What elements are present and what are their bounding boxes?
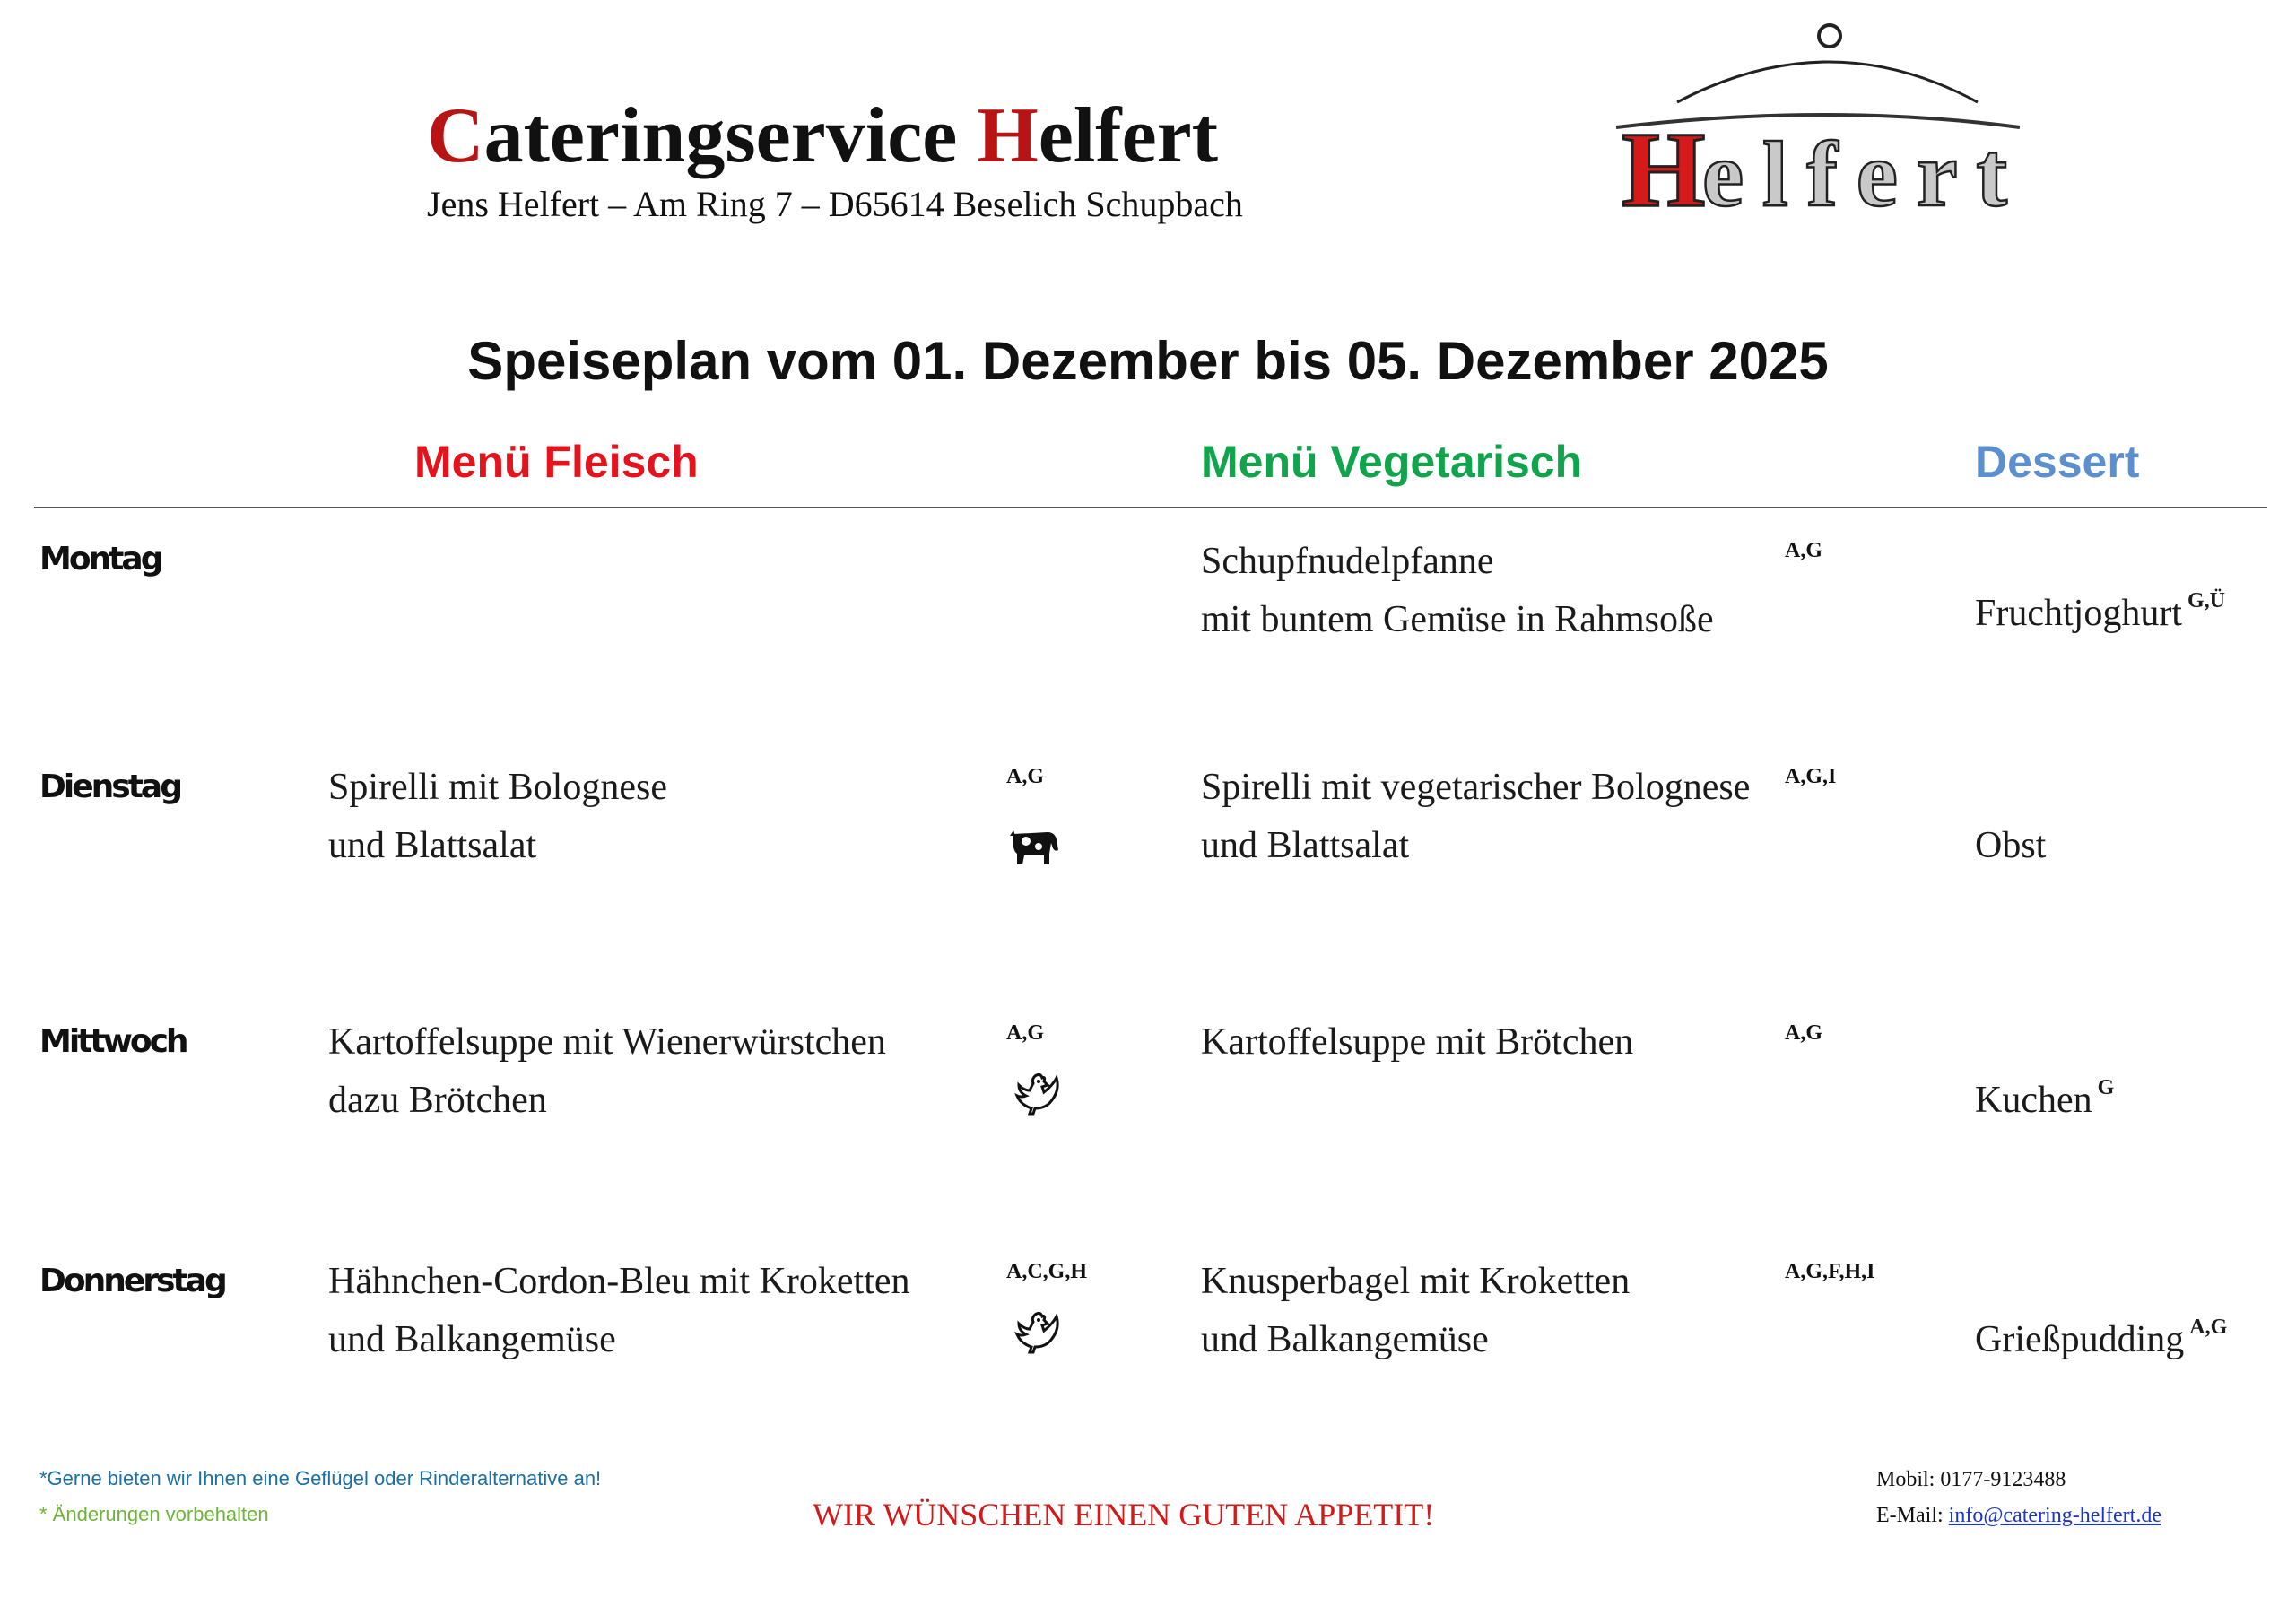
rooster-icon xyxy=(1008,1309,1060,1354)
dienstag-veg-dish: Spirelli mit vegetarischer Bolognese und Blattsalat xyxy=(1201,767,1751,866)
contact-mobile: Mobil: 0177-9123488 xyxy=(1876,1468,2066,1491)
day-mittwoch: Mittwoch xyxy=(39,1023,187,1060)
footer-appetit: WIR WÜNSCHEN EINEN GUTEN APPETIT! xyxy=(813,1497,1435,1533)
company-address: Jens Helfert – Am Ring 7 – D65614 Beselich Schupbach xyxy=(427,184,1243,224)
donnerstag-veg-allergens: A,G,F,H,I xyxy=(1785,1260,1875,1283)
mittwoch-veg-dish: Kartoffelsuppe mit Brötchen xyxy=(1201,1021,1634,1063)
montag-veg-dish: Schupfnudelpfanne mit buntem Gemüse in Rahmsoße xyxy=(1201,541,1714,640)
header-divider xyxy=(34,507,2267,508)
footer-changes-note: * Änderungen vorbehalten xyxy=(39,1503,269,1525)
day-donnerstag: Donnerstag xyxy=(39,1263,225,1299)
cow-icon xyxy=(1008,823,1060,868)
svg-text:elfert: elfert xyxy=(1702,123,2007,226)
dienstag-meat-allergens: A,G xyxy=(1006,765,1044,788)
donnerstag-veg-dish: Knusperbagel mit Kroketten und Balkangemüse xyxy=(1201,1261,1631,1360)
rooster-icon xyxy=(1008,1071,1060,1116)
montag-veg-allergens: A,G xyxy=(1785,539,1822,562)
dienstag-veg-allergens: A,G,I xyxy=(1785,765,1837,788)
mittwoch-meat-dish: Kartoffelsuppe mit Wienerwürstchen dazu Brötchen xyxy=(328,1021,886,1121)
helfert-logo xyxy=(1605,22,2036,228)
company-name: Cateringservice Helfert xyxy=(427,92,1218,179)
contact-email: E-Mail: info@catering-helfert.de xyxy=(1876,1504,2161,1527)
day-montag: Montag xyxy=(39,541,161,578)
donnerstag-meat-dish: Hähnchen-Cordon-Bleu mit Kroketten und Balkangemüse xyxy=(328,1261,910,1360)
header-menu-fleisch: Menü Fleisch xyxy=(414,437,699,487)
mittwoch-veg-allergens: A,G xyxy=(1785,1021,1822,1045)
svg-text:H: H xyxy=(1622,109,1706,228)
header-dessert: Dessert xyxy=(1975,437,2140,487)
header-menu-vegetarisch: Menü Vegetarisch xyxy=(1201,437,1583,487)
mittwoch-dessert: Kuchen $^G$ xyxy=(1975,1076,2115,1121)
donnerstag-meat-allergens: A,C,G,H xyxy=(1006,1260,1087,1283)
dienstag-dessert: Obst xyxy=(1975,825,2047,866)
donnerstag-dessert: Grießpudding $^{A,G}$ xyxy=(1975,1316,2228,1360)
menu-plan-title: Speiseplan vom 01. Dezember bis 05. Dezember 2025 xyxy=(467,331,1829,391)
dienstag-meat-dish: Spirelli mit Bolognese und Blattsalat xyxy=(328,767,667,866)
day-dienstag: Dienstag xyxy=(39,769,180,805)
footer-alternative-note: *Gerne bieten wir Ihnen eine Geflügel oder Rinderalternative an! xyxy=(39,1467,602,1489)
mittwoch-meat-allergens: A,G xyxy=(1006,1021,1044,1045)
email-link[interactable]: info@catering-helfert.de xyxy=(1948,1504,2161,1527)
montag-dessert: Fruchtjoghurt $^{G,Ü}$ xyxy=(1975,589,2225,634)
